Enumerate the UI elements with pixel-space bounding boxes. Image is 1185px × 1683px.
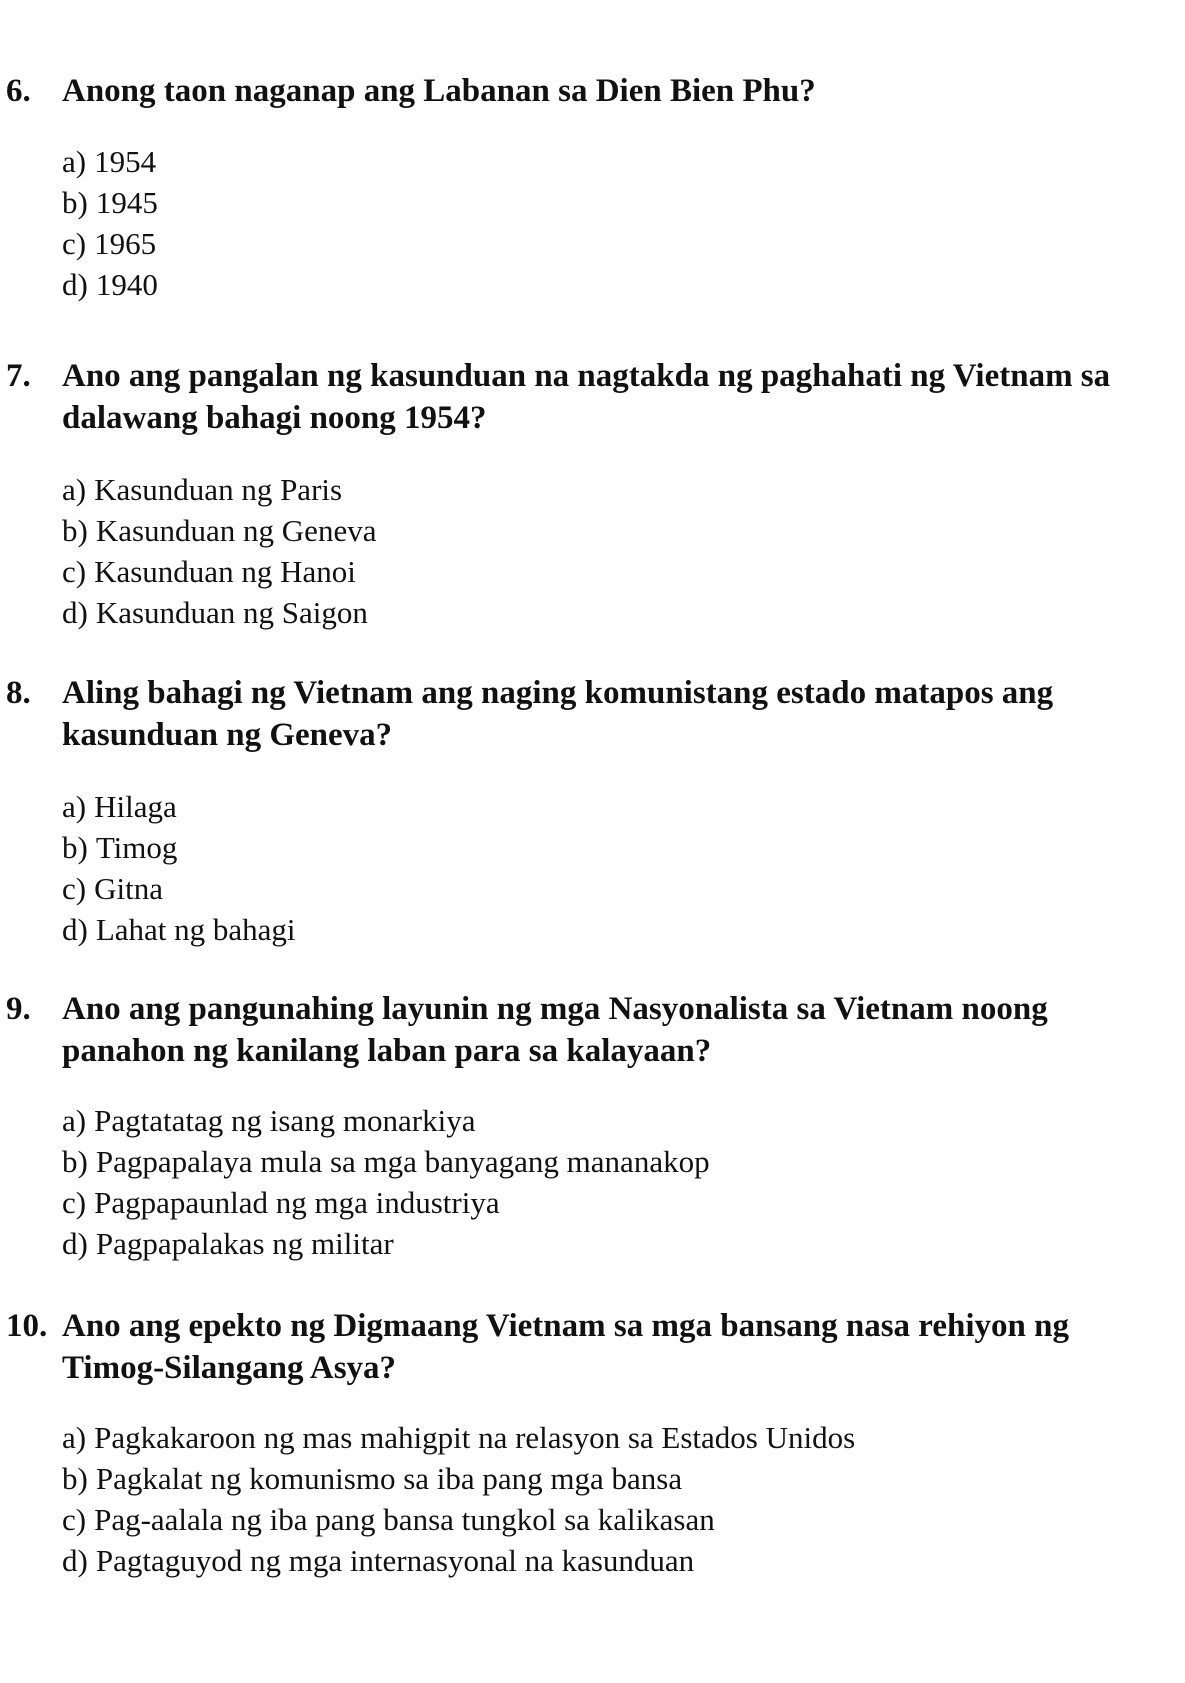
choice-letter: c)	[62, 554, 87, 589]
choice-text: 1954	[94, 144, 157, 179]
choice-a	[62, 786, 1185, 827]
choice-c	[62, 223, 1185, 264]
choice-a	[62, 1100, 1185, 1141]
question-prompt	[0, 1305, 1185, 1389]
question-prompt	[0, 355, 1185, 439]
question-8	[0, 672, 1185, 950]
choice-letter: d)	[62, 595, 88, 630]
choice-letter: a)	[62, 1420, 87, 1455]
choice-a	[62, 141, 1185, 182]
question-prompt	[0, 672, 1185, 756]
choice-text: Kasunduan ng Paris	[94, 472, 343, 507]
choice-text: Pagtaguyod ng mga internasyonal na kasunduan	[95, 1543, 695, 1578]
choice-d	[62, 909, 1185, 950]
choice-c	[62, 868, 1185, 909]
choice-list	[0, 141, 1185, 305]
choice-d	[62, 592, 1185, 633]
choice-a	[62, 469, 1185, 510]
choice-text: 1940	[95, 267, 158, 302]
choice-a	[62, 1417, 1185, 1458]
choice-letter: a)	[62, 144, 87, 179]
question-6	[0, 70, 1185, 305]
choice-letter: a)	[62, 472, 87, 507]
question-text: Anong taon naganap ang Labanan sa Dien Bien Phu?	[62, 73, 816, 109]
choice-d	[62, 1223, 1185, 1264]
choice-letter: c)	[62, 226, 87, 261]
choice-letter: d)	[62, 1226, 88, 1261]
choice-letter: d)	[62, 912, 88, 947]
choice-text: Pagtatatag ng isang monarkiya	[94, 1103, 476, 1138]
choice-list	[0, 1417, 1185, 1581]
question-number: 6.	[6, 73, 31, 109]
question-text: Ano ang pangalan ng kasunduan na nagtakda ng paghahati ng Vietnam sa dalawang bahagi noong 1954?	[62, 358, 1111, 436]
choice-letter: a)	[62, 789, 87, 824]
choice-text: Pagpapalakas ng militar	[95, 1226, 394, 1261]
choice-text: 1965	[94, 226, 157, 261]
choice-c	[62, 1499, 1185, 1540]
choice-letter: a)	[62, 1103, 87, 1138]
choice-letter: b)	[62, 513, 88, 548]
choice-c	[62, 551, 1185, 592]
choice-text: Gitna	[94, 871, 163, 906]
choice-letter: c)	[62, 1502, 87, 1537]
choice-c	[62, 1182, 1185, 1223]
question-text: Aling bahagi ng Vietnam ang naging komunistang estado matapos ang kasunduan ng Geneva?	[62, 675, 1054, 753]
choice-text: Timog	[95, 830, 178, 865]
choice-text: Pagpapalaya mula sa mga banyagang mananakop	[95, 1144, 710, 1179]
choice-text: Pag-aalala ng iba pang bansa tungkol sa kalikasan	[94, 1502, 715, 1537]
question-9	[0, 988, 1185, 1264]
question-text: Ano ang epekto ng Digmaang Vietnam sa mga bansang nasa rehiyon ng Timog-Silangang Asya?	[62, 1308, 1069, 1386]
question-10	[0, 1305, 1185, 1581]
choice-letter: b)	[62, 830, 88, 865]
choice-text: Pagkalat ng komunismo sa iba pang mga bansa	[95, 1461, 683, 1496]
choice-text: Kasunduan ng Hanoi	[94, 554, 356, 589]
choice-letter: b)	[62, 1144, 88, 1179]
choice-text: Hilaga	[94, 789, 177, 824]
choice-b	[62, 1458, 1185, 1499]
choice-letter: d)	[62, 1543, 88, 1578]
question-prompt	[0, 70, 1185, 112]
choice-d	[62, 1540, 1185, 1581]
choice-text: Lahat ng bahagi	[95, 912, 296, 947]
question-number: 8.	[6, 675, 31, 711]
choice-d	[62, 264, 1185, 305]
question-text: Ano ang pangunahing layunin ng mga Nasyonalista sa Vietnam noong panahon ng kanilang laban para sa kalayaan?	[62, 991, 1048, 1069]
choice-text: Pagpapaunlad ng mga industriya	[94, 1185, 500, 1220]
question-number: 7.	[6, 358, 31, 394]
choice-list	[0, 786, 1185, 950]
choice-letter: d)	[62, 267, 88, 302]
choice-b	[62, 827, 1185, 868]
choice-letter: b)	[62, 1461, 88, 1496]
question-number: 9.	[6, 991, 31, 1027]
choice-text: Pagkakaroon ng mas mahigpit na relasyon sa Estados Unidos	[94, 1420, 856, 1455]
choice-b	[62, 510, 1185, 551]
choice-letter: c)	[62, 1185, 87, 1220]
choice-text: 1945	[95, 185, 158, 220]
choice-b	[62, 182, 1185, 223]
choice-letter: c)	[62, 871, 87, 906]
choice-text: Kasunduan ng Saigon	[95, 595, 368, 630]
question-7	[0, 355, 1185, 633]
choice-list	[0, 1100, 1185, 1264]
choice-list	[0, 469, 1185, 633]
question-prompt	[0, 988, 1185, 1072]
choice-letter: b)	[62, 185, 88, 220]
choice-b	[62, 1141, 1185, 1182]
question-number: 10.	[6, 1308, 48, 1344]
choice-text: Kasunduan ng Geneva	[95, 513, 377, 548]
